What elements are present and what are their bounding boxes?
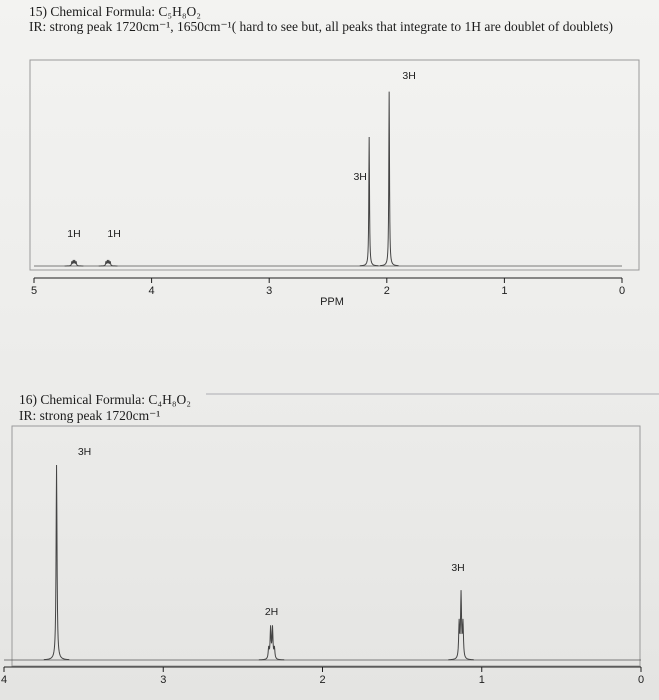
spectrum-16-peak — [44, 465, 69, 660]
spectrum-15-peak-integration-label: 3H — [402, 70, 416, 82]
spectrum-15-peak-integration-label: 1H — [107, 228, 121, 240]
spectrum-16-peak-integration-label: 3H — [451, 562, 465, 574]
spectrum-15-x-tick-label: 4 — [148, 285, 155, 297]
q15-formula-label: Chemical Formula: — [50, 4, 155, 19]
q16-ir-text: IR: strong peak 1720cm⁻¹ — [19, 408, 161, 423]
spectrum-16-x-tick-label: 3 — [160, 674, 167, 686]
spectrum-15-x-tick-label: 0 — [618, 285, 626, 297]
spectrum-15-peak-integration-label: 3H — [353, 171, 367, 183]
spectrum-16-x-tick-label: 2 — [319, 674, 326, 686]
spectrum-16-x-tick-label: 4 — [0, 674, 8, 686]
spectrum-15-x-tick-label: 1 — [501, 285, 508, 297]
spectrum-15-x-tick-label: 2 — [383, 285, 390, 297]
q15-number: 15) — [29, 4, 47, 19]
q16-formula-label: Chemical Formula: — [40, 392, 145, 407]
spectrum-15-x-axis-label: PPM — [320, 296, 344, 308]
spectrum-16-peak — [259, 625, 284, 660]
spectrum-15-peak-integration-label: 1H — [67, 228, 81, 240]
spectrum-16-peak — [448, 590, 473, 660]
spectrum-16-x-tick-label: 1 — [478, 674, 485, 686]
spectrum-16-x-tick-label: 0 — [637, 674, 645, 686]
spectrum-16-peak-integration-label: 2H — [264, 606, 279, 618]
spectrum-16-frame — [12, 426, 640, 666]
q16-number: 16) — [19, 392, 37, 407]
q15-ir-text: IR: strong peak 1720cm⁻¹, 1650cm⁻¹( hard to see but, all peaks that integrate to 1H are doublet of doublets) — [29, 19, 613, 34]
q15-formula: C₅H₈O₂ — [158, 4, 201, 19]
spectrum-15-x-tick-label: 5 — [30, 285, 38, 297]
q16-formula: C₄H₈O₂ — [148, 392, 191, 407]
spectrum-15-x-tick-label: 3 — [266, 285, 273, 297]
spectrum-16-peak-integration-label: 3H — [77, 446, 92, 458]
